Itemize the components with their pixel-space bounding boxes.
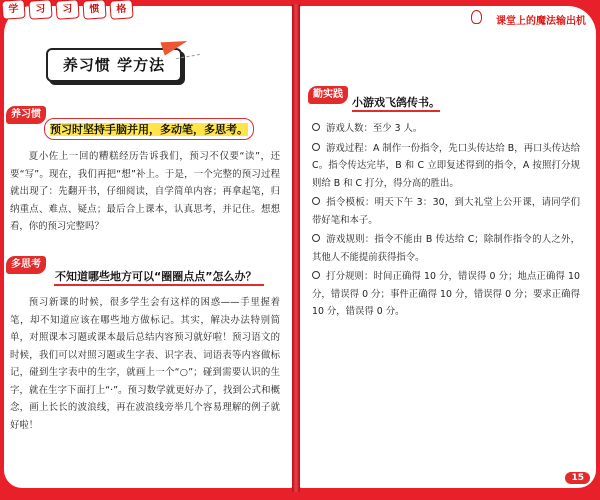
section-label-habit: 养习惯	[6, 106, 46, 124]
header-tabs	[2, 0, 133, 19]
header-tab: 惯	[82, 0, 106, 20]
paragraph-text: 预习新课的时候，很多学生会有这样的困惑——手里握着笔，却不知道应该在哪些地方做标记。其实，解决办法特别简单，对照课本习题或课本最后总结内容预习就好啦！预习语文的时候，我们可以对照习题或生字表、识字表、词语表等内容做标记，碰到生字表中的生字，就画上一个“○”；碰到需要认识的生字，就在生字下面打上“·”。预习数学就更好办了，找到公式和概念，画上长长的波浪线，再在波浪线旁举几个容易理解的例子就好啦！	[10, 297, 280, 431]
paragraph-text: 夏小佐上一回的糟糕经历告诉我们，预习不仅要“读”，还要“写”。现在，我们再把“想”补上。于是，一个完整的预习过程就出现了：先翻开书，仔细阅读，自学简单内容；再拿起笔，归纳重点、难点、疑点；最后合上课本，认真思考，并记住。想想看，你的预习完整吗？	[10, 151, 280, 232]
rule-text: 打分规则：时间正确得 10 分，错误得 0 分；地点正确得 10 分，错误得 0 分；事件正确得 10 分，错误得 0 分；要求正确得 10 分，错误得 0 分。	[312, 271, 580, 317]
header-tab: 习	[28, 0, 52, 20]
list-item	[312, 194, 580, 229]
header-tab: 习	[55, 0, 79, 20]
page-number: 15	[565, 472, 590, 484]
list-item	[312, 268, 580, 321]
bullet-icon	[312, 271, 320, 279]
bullet-icon	[312, 123, 320, 131]
list-item	[312, 120, 580, 138]
section-paragraph-think	[10, 294, 280, 434]
section-heading-practice	[352, 94, 440, 110]
section-label-practice: 勤实践	[308, 86, 348, 104]
header-tab: 格	[109, 0, 133, 20]
bullet-icon	[312, 197, 320, 205]
section-heading-text: 小游戏飞鸽传书。	[352, 96, 440, 112]
rule-text: 游戏规则：指令不能由 B 传达给 C；除制作指令的人之外，其他人不能提前获得指令。	[312, 234, 580, 263]
section-heading-text: 不知道哪些地方可以“圈圈点点”怎么办？	[55, 270, 257, 283]
rule-text: 游戏过程：A 制作一份指令，先口头传达给 B，再口头传达给 C。指令传达完毕，B 和 C 立即复述得到的指令，A 按照打分规则给 B 和 C 打分，得分高的胜出。	[312, 142, 580, 189]
rule-text: 游戏人数：至少 3 人。	[326, 123, 423, 134]
section-label-think: 多思考	[6, 256, 46, 274]
lightbulb-icon	[471, 10, 482, 24]
bullet-icon	[312, 143, 320, 151]
list-item	[312, 140, 580, 193]
heading-underline	[54, 284, 264, 286]
header-tab: 学	[1, 0, 25, 20]
page-title: 养习惯 学方法	[46, 48, 182, 82]
game-rules-list	[312, 120, 580, 323]
section-heading-habit	[44, 118, 254, 140]
section-heading-think	[50, 266, 261, 286]
bullet-icon	[312, 234, 320, 242]
book-spine	[292, 4, 300, 492]
list-item	[312, 231, 580, 266]
series-title: 课堂上的魔法输出机	[496, 16, 586, 27]
section-heading-text: 预习时坚持手脑并用，多动笔，多思考。	[50, 123, 248, 136]
section-paragraph-habit	[10, 148, 280, 236]
rule-text: 指令模板：明天下午 3：30，到大礼堂上公开课，请同学们带好笔和本子。	[312, 197, 580, 226]
